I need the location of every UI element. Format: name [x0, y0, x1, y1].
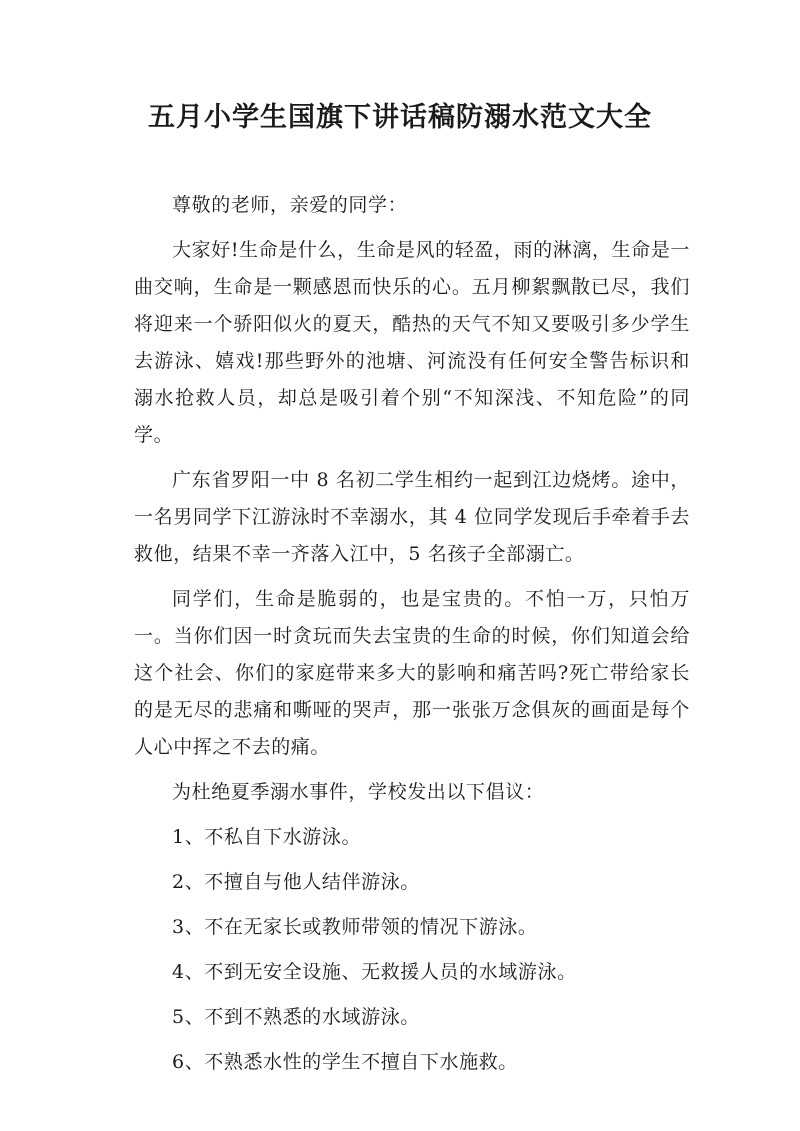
- list-item: 2、不擅自与他人结伴游泳。: [172, 871, 420, 893]
- salutation-paragraph: 尊敬的老师，亲爱的同学：: [172, 194, 408, 216]
- body-paragraph: 广东省罗阳一中 8 名初二学生相约一起到江边烧烤。途中，一名男同学下江游泳时不幸溺水，其 4 位同学发现后手牵着手去救他，结果不幸一齐落入江中，5 名孩子全部溺亡。: [134, 469, 690, 565]
- body-paragraph: 为杜绝夏季溺水事件，学校发出以下倡议：: [172, 781, 545, 803]
- document-body: [134, 187, 690, 1081]
- body-paragraph: 大家好!生命是什么，生命是风的轻盈，雨的淋漓，生命是一曲交响，生命是一颗感恩而快乐的心。五月柳絮飘散已尽，我们将迎来一个骄阳似火的夏天，酷热的天气不知又要吸引多少学生去游泳、嬉戏!那些野外的池塘、河流没有任何安全警告标识和溺水抢救人员，却总是吸引着个别“不知深浅、不知危险”的同学。: [134, 239, 690, 446]
- list-item: 4、不到无安全设施、无救援人员的水域游泳。: [172, 961, 577, 983]
- list-item: 3、不在无家长或教师带领的情况下游泳。: [172, 916, 538, 938]
- document-title: 五月小学生国旗下讲话稿防溺水范文大全: [148, 102, 652, 133]
- list-item: 6、不熟悉水性的学生不擅自下水施救。: [172, 1051, 518, 1073]
- list-item: 5、不到不熟悉的水域游泳。: [172, 1006, 420, 1028]
- list-item: 1、不私自下水游泳。: [172, 826, 362, 848]
- body-paragraph: 同学们，生命是脆弱的，也是宝贵的。不怕一万，只怕万一。当你们因一时贪玩而失去宝贵的生命的时候，你们知道会给这个社会、你们的家庭带来多大的影响和痛苦吗?死亡带给家长的是无尽的悲痛和嘶哑的哭声，那一张张万念俱灰的画面是每个人心中挥之不去的痛。: [134, 588, 690, 758]
